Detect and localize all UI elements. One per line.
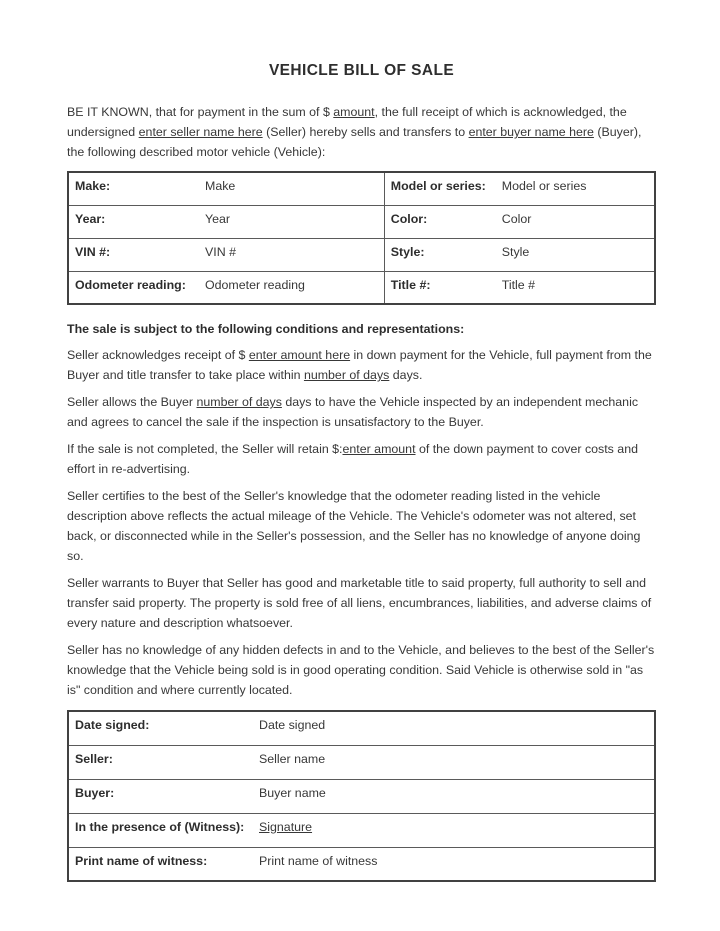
conditions-heading: The sale is subject to the following conditions and representations: [67, 322, 465, 336]
placeholder-field[interactable]: number of days [303, 368, 390, 382]
table-row [68, 813, 655, 847]
field-label: Date signed: [75, 718, 150, 732]
placeholder-field[interactable]: enter seller name here [138, 125, 263, 139]
placeholder-field[interactable]: enter buyer name here [468, 125, 594, 139]
placeholder-field[interactable]: number of days [196, 395, 282, 409]
field-label: Seller: [75, 751, 113, 766]
vehicle-cell-odometer [68, 271, 384, 304]
table-row [68, 711, 655, 745]
signature-cell-seller [68, 745, 655, 779]
field-label: Print name of witness: [75, 853, 208, 868]
field-value[interactable]: Date signed [259, 718, 326, 732]
field-label: Model or series: [390, 179, 486, 193]
field-value[interactable]: Model or series [501, 179, 587, 193]
field-label: Odometer reading: [75, 277, 186, 292]
field-value[interactable]: Buyer name [259, 785, 326, 800]
vehicle-cell-year [68, 205, 384, 238]
field-value[interactable] [259, 820, 312, 834]
vehicle-cell-vin [68, 238, 384, 271]
document-content [67, 62, 656, 882]
table-row [68, 779, 655, 813]
vehicle-details-table [67, 171, 656, 305]
field-value[interactable]: Year [205, 211, 231, 226]
vehicle-cell-make [68, 172, 384, 205]
field-label: Style: [390, 244, 425, 259]
signature-cell-buyer [68, 779, 655, 813]
condition-paragraph: Seller has no knowledge of any hidden defects in and to the Vehicle, and believes to the best of the Seller's knowledge that the Vehicle being sold is in good operating condition. Said Vehicle is otherwise sold in "as is" condition and where currently located. [67, 643, 655, 697]
vehicle-cell-model [384, 172, 655, 205]
field-label: Year: [75, 211, 106, 226]
field-label: VIN #: [75, 244, 111, 259]
field-label: Buyer: [75, 785, 115, 800]
field-value[interactable]: Title # [501, 277, 536, 292]
field-value[interactable]: Seller name [259, 751, 326, 766]
vehicle-cell-title-number [384, 271, 655, 304]
signature-cell-witness-print-name [68, 847, 655, 881]
intro-paragraph: BE IT KNOWN, that for payment in the sum of $ amount, the full receipt of which is acknowledged, the undersigned enter seller name here (Seller) hereby sells and transfers to enter buyer name here (Buyer), the following described motor vehicle (Vehicle): [67, 105, 642, 159]
table-row [68, 745, 655, 779]
condition-paragraph: Seller warrants to Buyer that Seller has good and marketable title to said property, full authority to sell and transfer said property. The property is sold free of all liens, encumbrances, liabilities, and adverse claims of every nature and description whatsoever. [67, 576, 652, 630]
field-label: Make: [75, 179, 111, 193]
table-row [68, 847, 655, 881]
condition-paragraph: Seller certifies to the best of the Seller's knowledge that the odometer reading listed in the vehicle description above reflects the actual mileage of the Vehicle. The Vehicle's odometer was not altered, set back, or disconnected while in the Seller's possession, and the Seller has no knowledge of anyone doing so. [67, 489, 641, 563]
signature-table [67, 710, 656, 882]
field-value[interactable]: VIN # [205, 244, 236, 259]
table-row [68, 205, 655, 238]
placeholder-field[interactable]: enter amount [342, 442, 416, 456]
placeholder-field[interactable]: Signature [259, 819, 313, 834]
table-row [68, 238, 655, 271]
signature-cell-witness-signature [68, 813, 655, 847]
vehicle-cell-color [384, 205, 655, 238]
vehicle-cell-style [384, 238, 655, 271]
condition-paragraph: Seller acknowledges receipt of $ enter amount here in down payment for the Vehicle, full payment from the Buyer and title transfer to take place within number of days days. [67, 348, 652, 382]
signature-cell-date-signed [68, 711, 655, 745]
field-value[interactable]: Print name of witness [259, 853, 378, 868]
condition-paragraph: Seller allows the Buyer number of days days to have the Vehicle inspected by an independent mechanic and agrees to cancel the sale if the inspection is unsatisfactory to the Buyer. [67, 395, 639, 429]
field-label: Title #: [390, 277, 431, 292]
placeholder-field[interactable]: enter amount here [248, 348, 351, 362]
placeholder-field[interactable]: amount [333, 105, 375, 119]
condition-paragraph: If the sale is not completed, the Seller will retain $:enter amount of the down payment to cover costs and effort in re-advertising. [67, 442, 638, 476]
field-value[interactable]: Make [205, 179, 236, 193]
page-title: VEHICLE BILL OF SALE [268, 62, 455, 79]
field-value[interactable]: Style [501, 244, 530, 259]
field-value[interactable]: Odometer reading [205, 277, 305, 292]
field-label: In the presence of (Witness): [75, 819, 245, 834]
field-label: Color: [390, 211, 428, 226]
table-row [68, 172, 655, 205]
table-row [68, 271, 655, 304]
field-value[interactable]: Color [501, 211, 532, 226]
